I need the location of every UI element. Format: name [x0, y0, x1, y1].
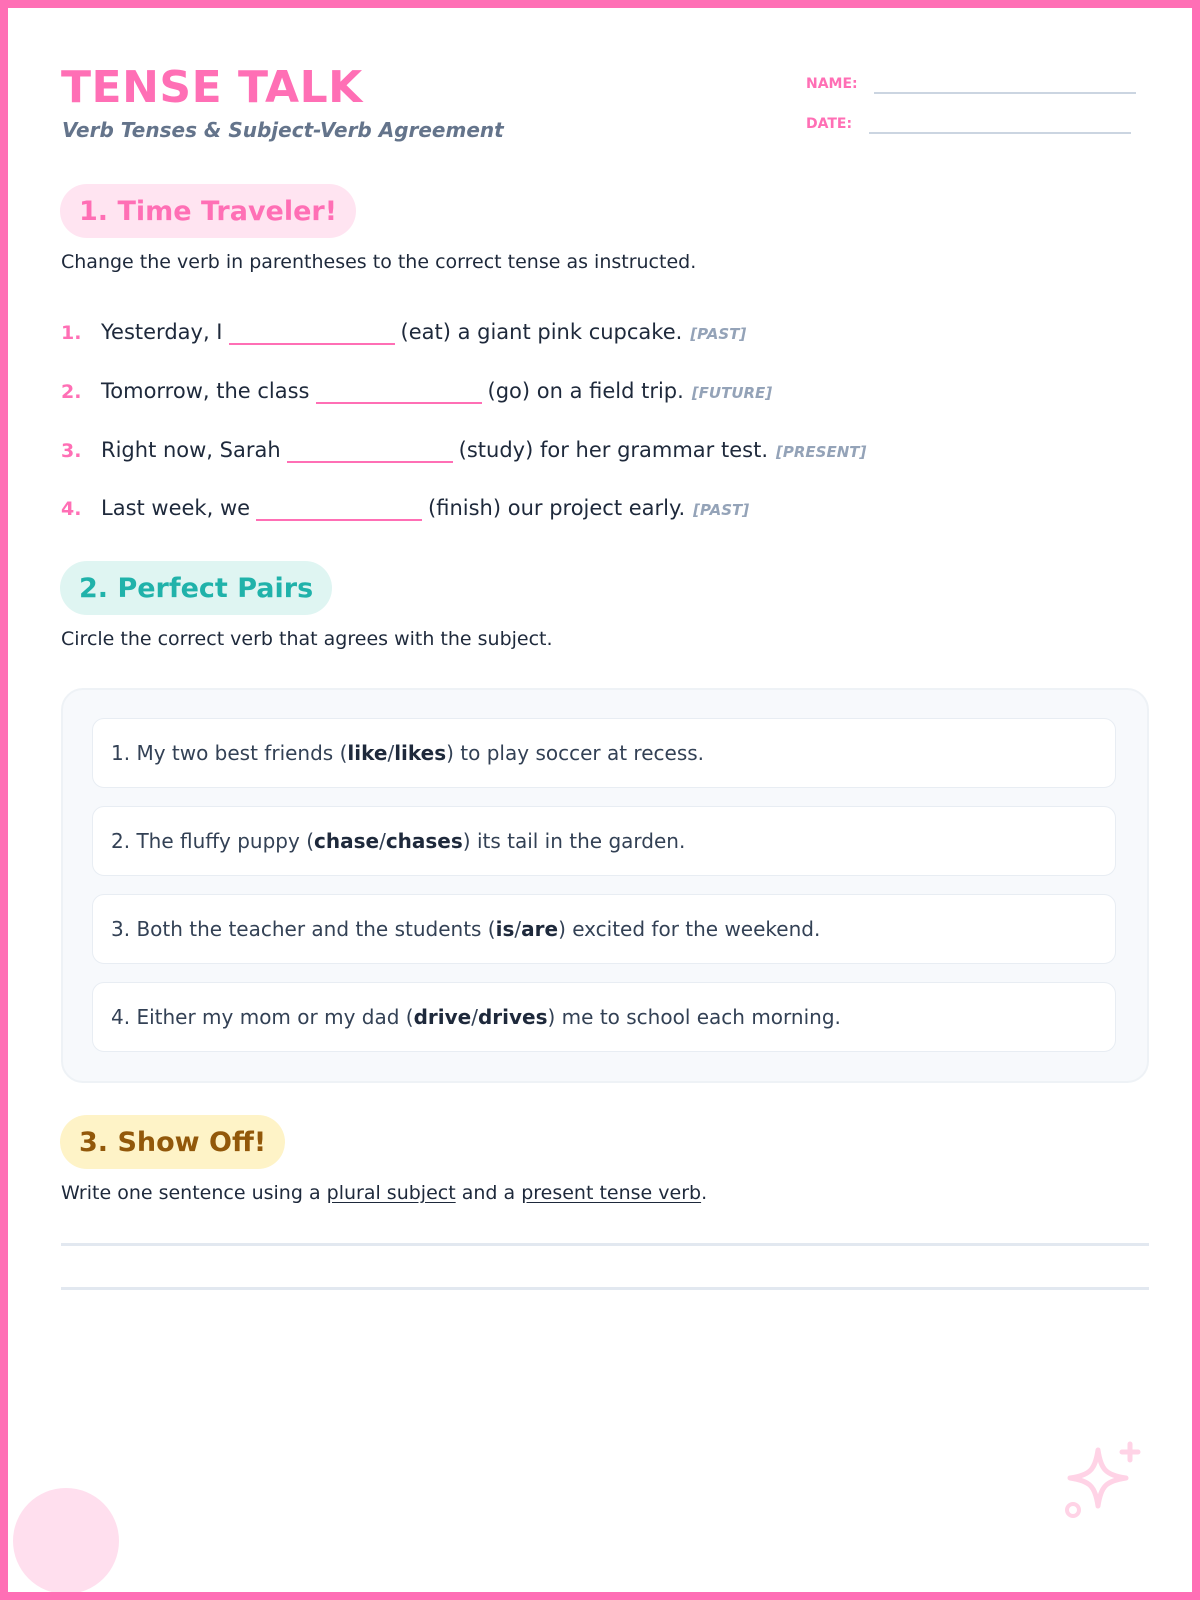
tense-tag: [PAST] — [693, 501, 750, 519]
name-label: NAME: — [806, 76, 858, 92]
section2-instructions: Circle the correct verb that agrees with the subject. — [61, 628, 553, 650]
tense-tag: [FUTURE] — [691, 384, 773, 402]
sparkle-icon — [1060, 1436, 1150, 1526]
tense-question — [61, 374, 772, 403]
writing-line[interactable] — [61, 1243, 1149, 1246]
question-text-before: Tomorrow, the class — [101, 379, 310, 403]
answer-blank[interactable] — [229, 321, 395, 345]
tense-question — [61, 491, 749, 520]
question-text-before: Last week, we — [101, 496, 251, 520]
verb-option[interactable]: chases — [385, 829, 463, 853]
item-text-after: ) excited for the weekend. — [558, 917, 821, 941]
option-separator: / — [471, 1005, 478, 1029]
verb-option[interactable]: drives — [477, 1005, 548, 1029]
tense-tag: [PAST] — [690, 325, 747, 343]
item-text-before: 2. The fluffy puppy ( — [111, 829, 314, 853]
instr-text: and a — [455, 1182, 522, 1204]
agreement-item — [92, 718, 1116, 788]
option-separator: / — [379, 829, 386, 853]
date-field[interactable] — [869, 132, 1131, 134]
section3-heading: 3. Show Off! — [60, 1115, 285, 1169]
tense-question — [61, 433, 866, 462]
section1-heading: 1. Time Traveler! — [60, 184, 356, 238]
verb-option[interactable]: is — [495, 917, 515, 941]
name-field[interactable] — [874, 92, 1136, 94]
section2-heading: 2. Perfect Pairs — [60, 561, 332, 615]
instr-underlined-present-tense: present tense verb — [521, 1182, 702, 1204]
verb-option[interactable]: like — [347, 741, 388, 765]
verb-option[interactable]: chase — [314, 829, 380, 853]
question-text-after: (eat) a giant pink cupcake. — [400, 320, 683, 344]
date-label: DATE: — [806, 116, 853, 132]
question-text-after: (go) on a field trip. — [487, 379, 684, 403]
item-text-after: ) me to school each morning. — [547, 1005, 841, 1029]
answer-blank[interactable] — [316, 380, 482, 404]
question-text-after: (finish) our project early. — [428, 496, 686, 520]
question-number: 2. — [61, 381, 82, 403]
page-subtitle: Verb Tenses & Subject-Verb Agreement — [62, 118, 504, 142]
tense-tag: [PRESENT] — [776, 443, 867, 461]
item-text-after: ) to play soccer at recess. — [446, 741, 705, 765]
instr-underlined-plural-subject: plural subject — [326, 1182, 456, 1204]
section3-instructions — [61, 1182, 707, 1204]
instr-text: . — [701, 1182, 708, 1204]
item-text-before: 3. Both the teacher and the students ( — [111, 917, 496, 941]
question-text-before: Right now, Sarah — [101, 438, 281, 462]
agreement-box — [61, 688, 1149, 1083]
question-number: 4. — [61, 498, 82, 520]
item-text-before: 1. My two best friends ( — [111, 741, 348, 765]
section1-instructions: Change the verb in parentheses to the correct tense as instructed. — [61, 251, 697, 273]
page-title: TENSE TALK — [61, 62, 363, 113]
writing-line[interactable] — [61, 1287, 1149, 1290]
agreement-item — [92, 806, 1116, 876]
question-number: 3. — [61, 440, 82, 462]
option-separator: / — [387, 741, 395, 765]
instr-text: Write one sentence using a — [61, 1182, 327, 1204]
answer-blank[interactable] — [256, 497, 422, 521]
verb-option[interactable]: drive — [413, 1005, 472, 1029]
question-text-before: Yesterday, I — [101, 320, 223, 344]
item-text-before: 4. Either my mom or my dad ( — [111, 1005, 414, 1029]
question-number: 1. — [61, 322, 82, 344]
item-text-after: ) its tail in the garden. — [462, 829, 686, 853]
agreement-item — [92, 894, 1116, 964]
answer-blank[interactable] — [287, 439, 453, 463]
verb-option[interactable]: likes — [394, 741, 447, 765]
tense-question — [61, 315, 746, 344]
question-text-after: (study) for her grammar test. — [458, 438, 768, 462]
option-separator: / — [514, 917, 522, 941]
decorative-circle — [13, 1488, 119, 1594]
agreement-item — [92, 982, 1116, 1052]
verb-option[interactable]: are — [521, 917, 559, 941]
